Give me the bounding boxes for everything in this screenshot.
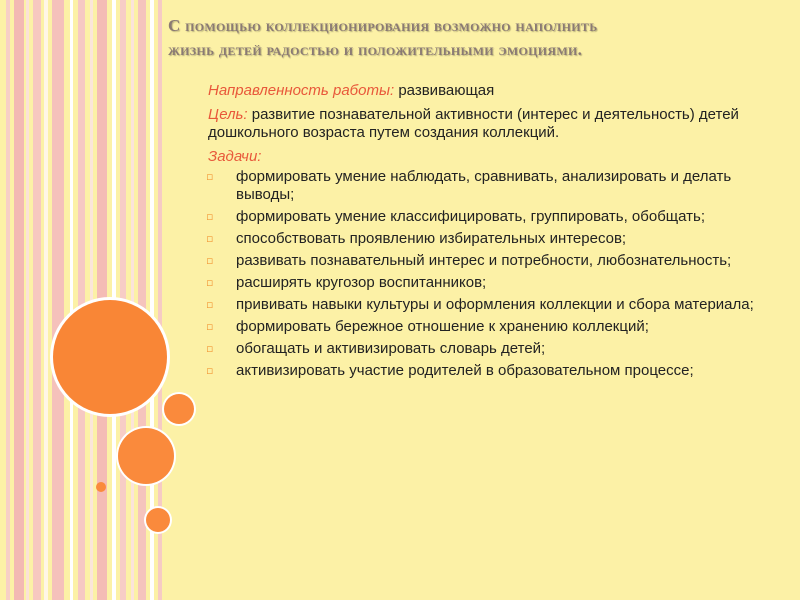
square-bullet-icon: ▫ [206,298,214,311]
square-bullet-icon: ▫ [206,342,214,355]
direction-label: Направленность работы: [208,82,395,99]
task-text: активизировать участие родителей в образовательном процессе; [236,362,694,379]
goal-label: Цель: [208,106,248,123]
task-text: расширять кругозор воспитанников; [236,274,487,291]
goal-value: развитие познавательной активности (интерес и деятельность) детей дошкольного возраста путем создания коллекций. [208,106,739,141]
goal-paragraph [208,106,768,142]
square-bullet-icon: ▫ [206,254,214,267]
direction-paragraph [208,82,768,100]
square-bullet-icon: ▫ [206,170,214,183]
medium-circle [118,428,174,484]
list-item [206,230,768,248]
task-text: формировать умение наблюдать, сравнивать, анализировать и делать выводы; [236,168,732,203]
square-bullet-icon: ▫ [206,210,214,223]
task-text: способствовать проявлению избирательных интересов; [236,230,627,247]
small-circle [164,394,194,424]
list-item [206,296,768,314]
list-item [206,208,768,226]
list-item [206,252,768,270]
task-text: обогащать и активизировать словарь детей; [236,340,546,357]
task-text: формировать бережное отношение к хранению коллекций; [236,318,649,335]
small-circle [146,508,170,532]
slide-content [208,82,768,384]
direction-value: развивающая [394,82,495,99]
square-bullet-icon: ▫ [206,364,214,377]
task-text: формировать умение классифицировать, группировать, обобщать; [236,208,705,225]
tiny-circle [96,482,106,492]
slide-title [168,14,788,62]
tasks-list [208,168,768,380]
title-line: С помощью коллекционирования возможно наполнить [168,16,598,35]
large-circle [53,300,167,414]
square-bullet-icon: ▫ [206,320,214,333]
list-item [206,318,768,336]
list-item [206,274,768,292]
list-item [206,168,768,204]
list-item [206,362,768,380]
square-bullet-icon: ▫ [206,276,214,289]
tasks-label: Задачи: [208,148,262,165]
task-text: развивать познавательный интерес и потребности, любознательность; [236,252,732,269]
task-text: прививать навыки культуры и оформления коллекции и сбора материала; [236,296,754,313]
list-item [206,340,768,358]
title-line: жизнь детей радостью и положительными эмоциями. [168,40,583,59]
square-bullet-icon: ▫ [206,232,214,245]
